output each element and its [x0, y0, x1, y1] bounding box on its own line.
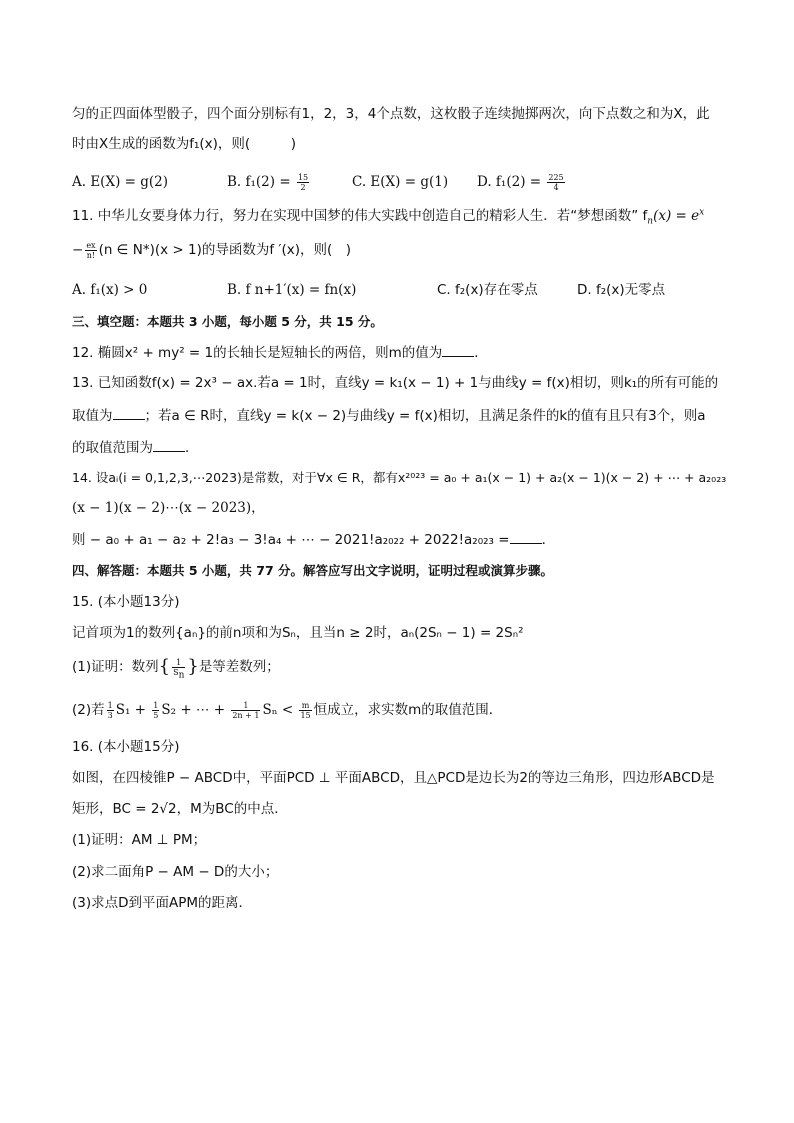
q13-line3: 的取值范围为 ．	[72, 437, 199, 458]
q14-line1: 14. 设aᵢ(i = 0,1,2,3,⋯2023)是常数，对于∀x ∈ R，都有x²⁰²³ = a₀ + a₁(x − 1) + a₂(x − 1)(x − 2) + ⋯ + a₂₀₂₃	[72, 470, 727, 485]
q15-part2: (2)若 $\frac{1}{3}$ S₁ + $\frac{1}{5}$ S₂ + ⋯ + $\frac{1}{2n + 1}$ Sₙ < $\frac{m}{15}$ 恒成立，求实数m的取值范围．	[72, 700, 503, 720]
section-4-heading: 四、解答题：本题共 5 小题，共 77 分。解答应写出文字说明，证明过程或演算步骤。	[72, 563, 554, 578]
q13-line1: 13. 已知函数f(x) = 2x³ − ax.若a = 1时，直线y = k₁(x − 1) + 1与曲线y = f(x)相切，则k₁的所有可能的	[72, 375, 719, 391]
q16-part3: (3)求点D到平面APM的距离．	[72, 895, 253, 911]
q11-option-a: A. f₁(x) > 0	[72, 282, 148, 298]
q15-part1: (1)证明：数列{ $\frac{1}{S_n}$ }是等差数列；	[72, 656, 280, 681]
q14-line2: (x − 1)(x − 2)⋯(x − 2023)，	[72, 500, 265, 516]
q11-option-d: D. f₂(x)无零点	[577, 282, 666, 298]
q16-title: 16. (本小题15分)	[72, 739, 180, 755]
q10-line2: 时由X生成的函数为f₁(x)，则( )	[72, 136, 296, 152]
q16-line2: 矩形，BC = 2√2，M为BC的中点．	[72, 801, 288, 817]
q11-line2: − $\frac{ex}{n!}$ (n ∈ N*)(x > 1)的导函数为f ′(x)，则( )	[72, 240, 352, 260]
q13-line2: 取值为 ；若a ∈ R时，直线y = k(x − 2)与曲线y = f(x)相切，且满足条件的k的值有且只有3个，则a	[72, 405, 706, 426]
q14-line3: 则 − a₀ + a₁ − a₂ + 2!a₃ − 3!a₄ + ⋯ − 2021!a₂₀₂₂ + 2022!a₂₀₂₃ = ．	[72, 529, 555, 550]
q10-option-b: B. f₁(2) = $\frac{15}{2}$	[227, 173, 309, 192]
q13-answer-blank-1	[113, 405, 145, 420]
q10-line1: 匀的正四面体型骰子，四个面分别标有1，2，3，4个点数，这枚骰子连续抛掷两次，向下点数之和为X，此	[72, 106, 710, 122]
q13-answer-blank-2	[153, 437, 185, 452]
q11-option-b: B. f n+1′(x) = fn(x)	[227, 282, 357, 298]
q12-answer-blank	[442, 342, 474, 357]
q10-option-c: C. E(X) = g(1)	[352, 174, 449, 190]
q11-option-c: C. f₂(x)存在零点	[437, 282, 538, 298]
q14-answer-blank	[510, 529, 542, 544]
q15-stem: 记首项为1的数列{aₙ}的前n项和为Sₙ，且当n ≥ 2时，aₙ(2Sₙ − 1) = 2Sₙ²	[72, 625, 524, 641]
q16-part1: (1)证明：AM ⊥ PM；	[72, 832, 207, 848]
q11-line1: 11. 中华儿女要身体力行，努力在实现中国梦的伟大实践中创造自己的精彩人生．若“梦想函数” $f_n(x) = e^x$	[72, 207, 705, 227]
section-3-heading: 三、填空题：本题共 3 小题，每小题 5 分，共 15 分。	[72, 314, 383, 329]
q16-part2: (2)求二面角P − AM − D的大小；	[72, 864, 279, 880]
q15-title: 15. (本小题13分)	[72, 594, 180, 610]
q16-line1: 如图，在四棱锥P − ABCD中，平面PCD ⊥ 平面ABCD，且△PCD是边长为2的等边三角形，四边形ABCD是	[72, 770, 715, 786]
q10-option-a: A. E(X) = g(2)	[72, 174, 168, 190]
q12-text: 12. 椭圆x² + my² = 1的长轴长是短轴长的两倍，则m的值为 ．	[72, 342, 488, 363]
q10-option-d: D. f₁(2) = $\frac{225}{4}$	[477, 173, 564, 192]
